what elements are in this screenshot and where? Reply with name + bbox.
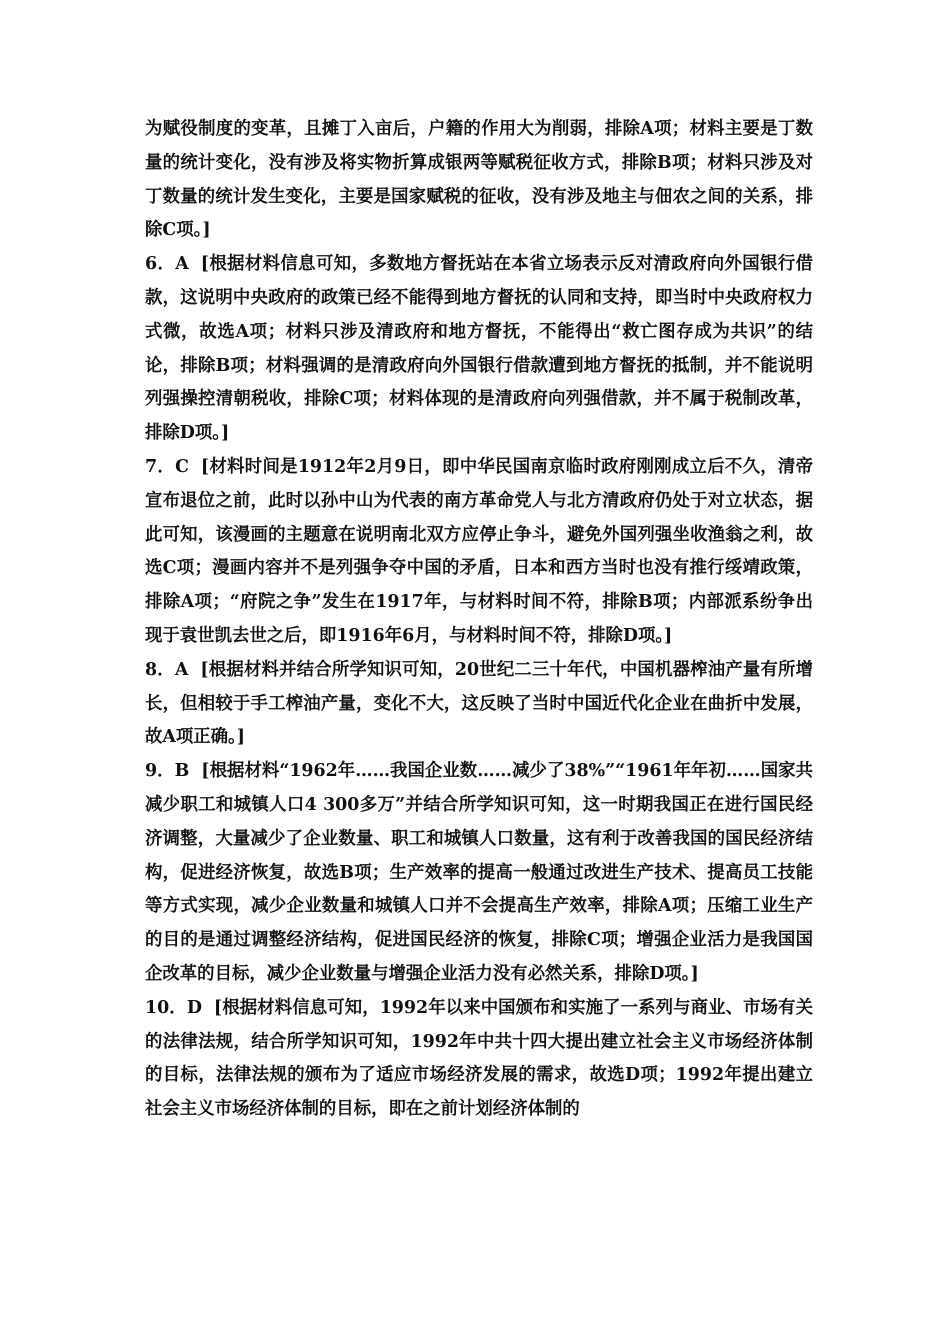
answer-item-8 <box>145 654 813 755</box>
continued-explanation-paragraph <box>145 113 813 248</box>
answer-item-9 <box>145 755 813 992</box>
question-number: 10． <box>145 997 187 1018</box>
answer-item-7 <box>145 451 813 654</box>
explanation-text: [根据材料“1962年……我国企业数……减少了38%”“1961年年初……国家共减少职工和城镇人口4 300多万”并结合所学知识可知，这一时期我国正在进行国民经济调整，大量减少了企业数量、职工和城镇人口数量，这有利于改善我国的国民经济结构，促进经济恢复，故选B项；生产效率的提高一般通过改进生产技术、提高员工技能等方式实现，减少企业数量和城镇人口并不会提高生产效率，排除A项；压缩工业生产的目的是通过调整经济结构，促进国民经济的恢复，排除C项；增强企业活力是我国国企改革的目标，减少企业数量与增强企业活力没有必然关系，排除D项。] <box>145 761 813 984</box>
question-number: 6． <box>145 254 176 275</box>
question-number: 8． <box>145 659 175 680</box>
question-number: 9． <box>145 761 175 782</box>
answer-item-10 <box>145 992 813 1127</box>
answer-letter: B <box>174 761 190 782</box>
answer-letter: D <box>186 997 202 1018</box>
explanation-text: [根据材料并结合所学知识可知，20世纪二三十年代，中国机器榨油产量有所增长，但相较于手工榨油产量，变化不大，这反映了当时中国近代化企业在曲折中发展，故A项正确。] <box>145 659 813 748</box>
explanation-text: 为赋役制度的变革，且摊丁入亩后，户籍的作用大为削弱，排除A项；材料主要是丁数量的统计变化，没有涉及将实物折算成银两等赋税征收方式，排除B项；材料只涉及对丁数量的统计发生变化，主要是国家赋税的征收，没有涉及地主与佃农之间的关系，排除C项。] <box>145 119 813 241</box>
explanation-text: [根据材料信息可知，1992年以来中国颁布和实施了一系列与商业、市场有关的法律法规，结合所学知识可知，1992年中共十四大提出建立社会主义市场经济体制的目标，法律法规的颁布为了适应市场经济发展的需求，故选D项；1992年提出建立社会主义市场经济体制的目标，即在之前计划经济体制的 <box>145 997 814 1120</box>
question-number: 7． <box>145 456 176 477</box>
answer-item-6 <box>145 248 813 451</box>
answer-letter: C <box>175 456 189 477</box>
answer-explanations <box>145 113 813 1127</box>
explanation-text: [根据材料信息可知，多数地方督抚站在本省立场表示反对清政府向外国银行借款，这说明中央政府的政策已经不能得到地方督抚的认同和支持，即当时中央政府权力式微，故选A项；材料只涉及清政府和地方督抚，不能得出“救亡图存成为共识”的结论，排除B项；材料强调的是清政府向外国银行借款遭到地方督抚的抵制，并不能说明列强操控清朝税收，排除C项；材料体现的是清政府向列强借款，并不属于税制改革，排除D项。] <box>145 254 813 444</box>
explanation-text: [材料时间是1912年2月9日，即中华民国南京临时政府刚刚成立后不久，清帝宣布退位之前，此时以孙中山为代表的南方革命党人与北方清政府仍处于对立状态，据此可知，该漫画的主题意在说明南北双方应停止争斗，避免外国列强坐收渔翁之利，故选C项；漫画内容并不是列强争夺中国的矛盾，日本和西方当时也没有推行绥靖政策，排除A项；“府院之争”发生在1917年，与材料时间不符，排除B项；内部派系纷争出现于袁世凯去世之后，即1916年6月，与材料时间不符，排除D项。] <box>145 456 813 646</box>
answer-letter: A <box>174 659 189 680</box>
answer-letter: A <box>175 254 189 275</box>
